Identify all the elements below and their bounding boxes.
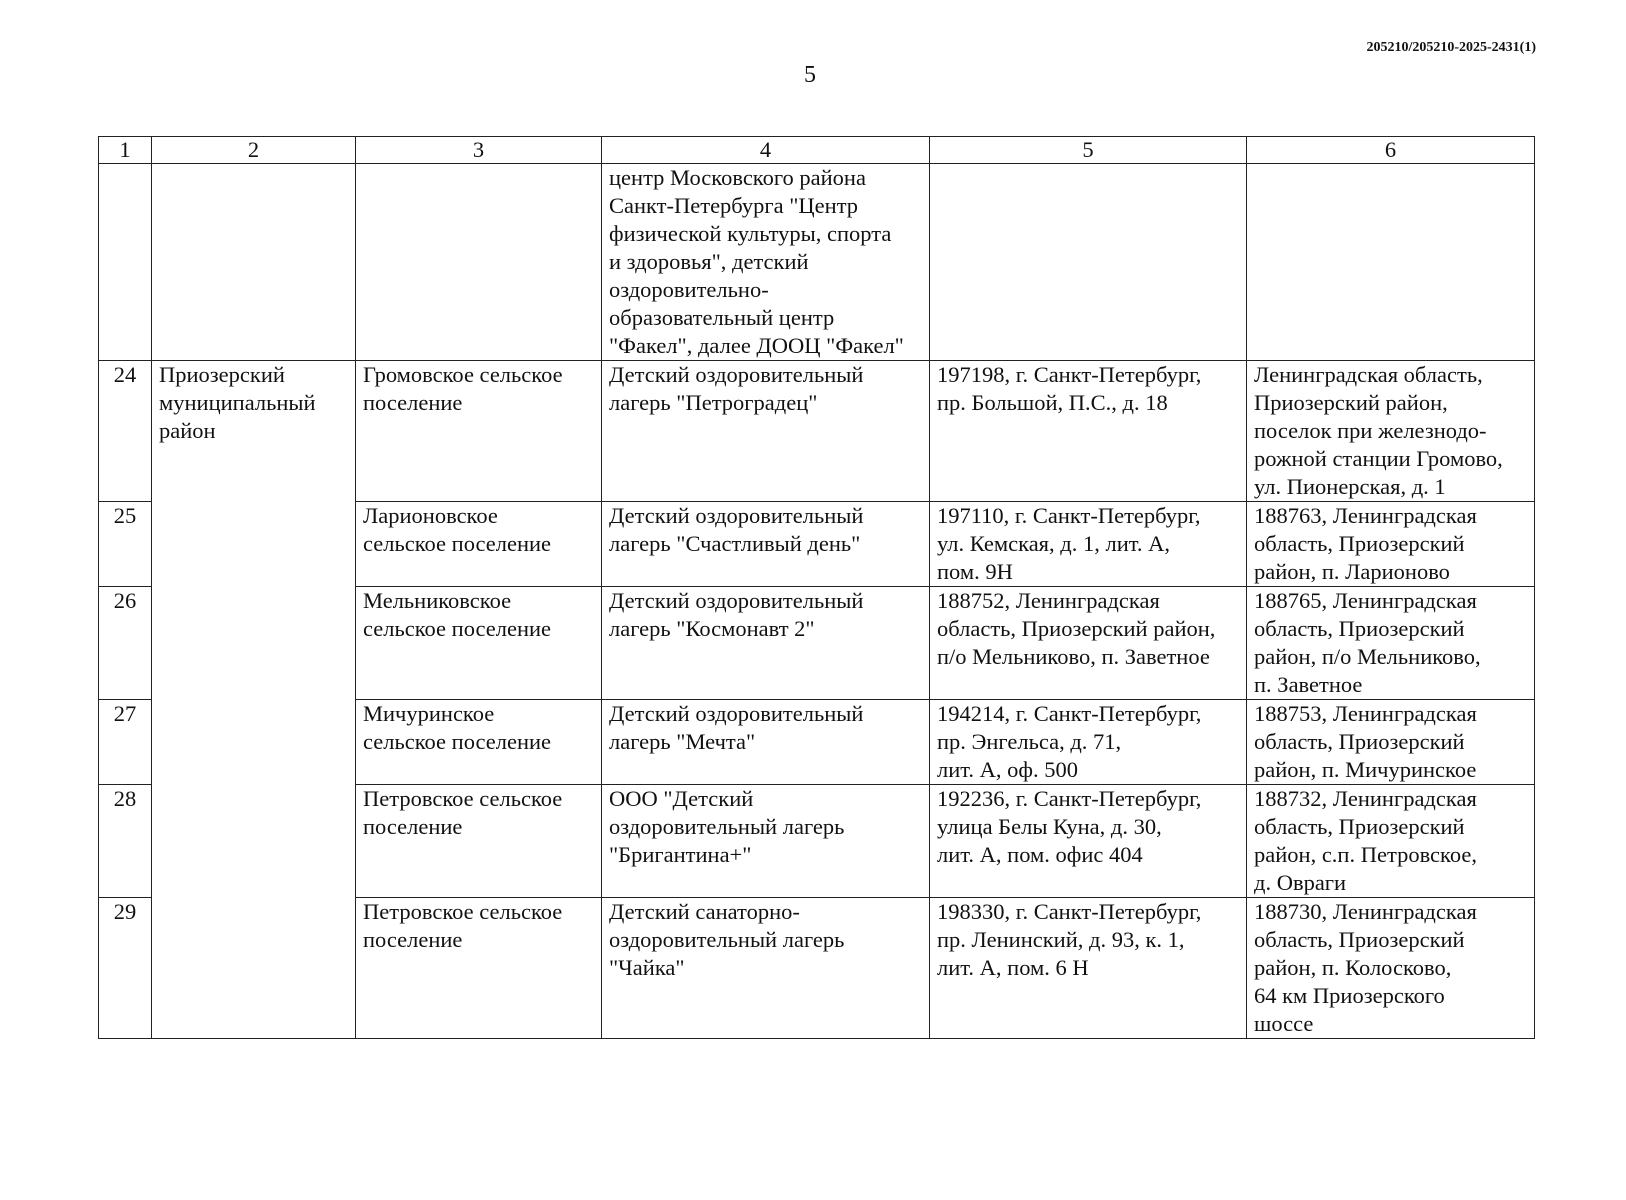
empty-cell <box>930 164 1247 361</box>
column-header-1: 1 <box>99 137 152 164</box>
table-row <box>99 361 1535 502</box>
row-number: 28 <box>99 785 152 898</box>
row-number: 29 <box>99 898 152 1039</box>
legal-address: 197198, г. Санкт-Петербург, пр. Большой, П.С., д. 18 <box>930 361 1247 502</box>
legal-address: 188752, Ленинградская область, Приозерский район, п/о Мельниково, п. Заветное <box>930 587 1247 700</box>
column-header-4: 4 <box>602 137 930 164</box>
settlement-name: Ларионовское сельское поселение <box>356 502 602 587</box>
column-header-6: 6 <box>1247 137 1535 164</box>
column-header-2: 2 <box>152 137 356 164</box>
settlement-name: Мельниковское сельское поселение <box>356 587 602 700</box>
continuation-row <box>99 164 1535 361</box>
legal-address: 192236, г. Санкт-Петербург, улица Белы Куна, д. 30, лит. А, пом. офис 404 <box>930 785 1247 898</box>
empty-cell <box>356 164 602 361</box>
legal-address: 197110, г. Санкт-Петербург, ул. Кемская, д. 1, лит. А, пом. 9Н <box>930 502 1247 587</box>
empty-cell <box>152 164 356 361</box>
settlement-name: Громовское сельское поселение <box>356 361 602 502</box>
row-number: 27 <box>99 700 152 785</box>
column-header-5: 5 <box>930 137 1247 164</box>
camp-name: Детский оздоровительный лагерь "Мечта" <box>602 700 930 785</box>
continued-camp-name: центр Московского района Санкт-Петербурга "Центр физической культуры, спорта и здоровья", детский оздоровительно- образовательный центр "Факел", далее ДООЦ "Факел" <box>602 164 930 361</box>
legal-address: 198330, г. Санкт-Петербург, пр. Ленинский, д. 93, к. 1, лит. А, пом. 6 Н <box>930 898 1247 1039</box>
camp-name: Детский оздоровительный лагерь "Космонавт 2" <box>602 587 930 700</box>
camp-name: Детский оздоровительный лагерь "Петроградец" <box>602 361 930 502</box>
page-number: 5 <box>804 62 816 88</box>
camp-location: 188753, Ленинградская область, Приозерский район, п. Мичуринское <box>1247 700 1535 785</box>
column-number-row <box>99 137 1535 164</box>
table-body <box>99 164 1535 1039</box>
camp-location: 188732, Ленинградская область, Приозерский район, с.п. Петровское, д. Овраги <box>1247 785 1535 898</box>
row-number: 24 <box>99 361 152 502</box>
camp-location: 188730, Ленинградская область, Приозерский район, п. Колосково, 64 км Приозерского шоссе <box>1247 898 1535 1039</box>
camp-location: 188765, Ленинградская область, Приозерский район, п/о Мельниково, п. Заветное <box>1247 587 1535 700</box>
camp-name: Детский оздоровительный лагерь "Счастливый день" <box>602 502 930 587</box>
settlement-name: Мичуринское сельское поселение <box>356 700 602 785</box>
empty-cell <box>1247 164 1535 361</box>
row-number: 26 <box>99 587 152 700</box>
document-id: 205210/205210-2025-2431(1) <box>1366 40 1536 55</box>
camp-name: Детский санаторно- оздоровительный лагерь "Чайка" <box>602 898 930 1039</box>
row-number: 25 <box>99 502 152 587</box>
column-header-3: 3 <box>356 137 602 164</box>
camp-name: ООО "Детский оздоровительный лагерь "Бригантина+" <box>602 785 930 898</box>
legal-address: 194214, г. Санкт-Петербург, пр. Энгельса, д. 71, лит. А, оф. 500 <box>930 700 1247 785</box>
settlement-name: Петровское сельское поселение <box>356 785 602 898</box>
settlement-name: Петровское сельское поселение <box>356 898 602 1039</box>
table-header <box>99 137 1535 164</box>
camps-table <box>98 136 1535 1039</box>
empty-cell <box>99 164 152 361</box>
camp-location: 188763, Ленинградская область, Приозерский район, п. Ларионово <box>1247 502 1535 587</box>
camp-location: Ленинградская область, Приозерский район, поселок при железнодо- рожной станции Громово, ул. Пионерская, д. 1 <box>1247 361 1535 502</box>
district-name: Приозерский муниципальный район <box>152 361 356 1039</box>
